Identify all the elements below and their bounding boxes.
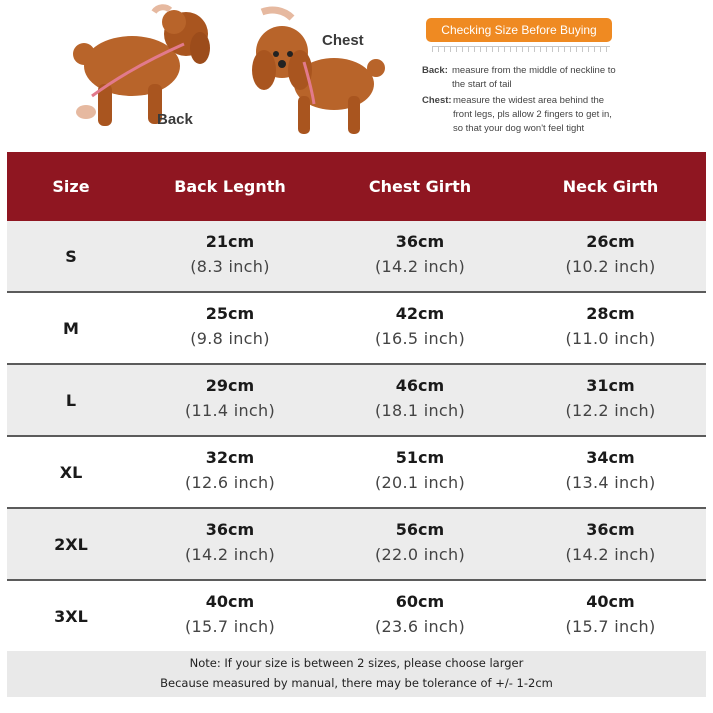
size-cell: L (65, 390, 77, 410)
neck-cm: 26cm (586, 232, 635, 251)
neck-cm: 40cm (586, 592, 635, 611)
back-cell (135, 303, 325, 353)
chest-cm: 51cm (395, 448, 445, 467)
header-back-length: Back Legnth (174, 177, 286, 196)
size-cell: M (63, 318, 79, 338)
size-cell: S (65, 246, 77, 266)
chest-cm: 46cm (395, 376, 445, 395)
note-line-2: Because measured by manual, there may be tolerance of +/- 1-2cm (160, 676, 553, 690)
chest-inch: (18.1 inch) (374, 401, 466, 420)
chest-cell (325, 303, 515, 353)
back-inch: (8.3 inch) (190, 257, 270, 276)
note-line-1: Note: If your size is between 2 sizes, please choose larger (189, 656, 524, 670)
chest-cell (325, 447, 515, 497)
table-note (7, 651, 706, 697)
back-cm: 40cm (205, 592, 255, 611)
neck-cell (515, 591, 706, 641)
table-row (7, 293, 706, 365)
guide-chest-key: Chest: (422, 95, 452, 106)
table-row (7, 437, 706, 509)
measurement-illustration (0, 0, 713, 152)
guide-back-key: Back: (422, 65, 448, 76)
neck-inch: (13.4 inch) (565, 473, 656, 492)
table-header (7, 152, 706, 221)
chest-inch: (14.2 inch) (374, 257, 466, 276)
size-cell: 3XL (54, 606, 88, 626)
chest-cell (325, 231, 515, 281)
back-cm: 25cm (205, 304, 255, 323)
guide-back-text: measure from the middle of neckline to the start of tail (452, 65, 616, 90)
chest-inch: (23.6 inch) (374, 617, 466, 636)
neck-inch: (14.2 inch) (565, 545, 656, 564)
back-label: Back (157, 111, 193, 128)
back-cell (135, 591, 325, 641)
back-cell (135, 375, 325, 425)
back-inch: (12.6 inch) (184, 473, 276, 492)
neck-inch: (10.2 inch) (565, 257, 656, 276)
guide-chest-text: measure the widest area behind the front legs, pls allow 2 fingers to get in, so that your dog won't feel tight (453, 95, 612, 134)
dog-back-photo (62, 4, 222, 144)
guide-back-row (422, 64, 622, 92)
size-cell: XL (59, 462, 83, 482)
size-cell: 2XL (54, 534, 88, 554)
neck-cell (515, 303, 706, 353)
back-cm: 32cm (205, 448, 255, 467)
chest-cell (325, 375, 515, 425)
back-cell (135, 519, 325, 569)
neck-cell (515, 375, 706, 425)
back-inch: (15.7 inch) (184, 617, 276, 636)
back-cell (135, 231, 325, 281)
back-cm: 21cm (205, 232, 255, 251)
neck-cell (515, 231, 706, 281)
back-inch: (14.2 inch) (184, 545, 276, 564)
chest-inch: (16.5 inch) (374, 329, 466, 348)
neck-cell (515, 519, 706, 569)
neck-cm: 31cm (586, 376, 635, 395)
neck-cm: 28cm (586, 304, 635, 323)
table-row (7, 221, 706, 293)
chest-inch: (20.1 inch) (374, 473, 466, 492)
header-size: Size (52, 177, 90, 196)
table-row (7, 509, 706, 581)
neck-inch: (15.7 inch) (565, 617, 656, 636)
header-chest-girth: Chest Girth (368, 177, 472, 196)
ruler-icon (432, 46, 610, 55)
back-cell (135, 447, 325, 497)
back-cm: 36cm (205, 520, 255, 539)
chest-cm: 42cm (395, 304, 445, 323)
guide-title: Checking Size Before Buying (426, 18, 612, 42)
dog-chest-photo (242, 4, 392, 144)
chest-cm: 36cm (395, 232, 445, 251)
chest-cell (325, 591, 515, 641)
size-chart-table (7, 152, 706, 697)
chest-cm: 60cm (395, 592, 445, 611)
chest-inch: (22.0 inch) (374, 545, 466, 564)
neck-cm: 34cm (586, 448, 635, 467)
chest-cm: 56cm (395, 520, 445, 539)
table-row (7, 365, 706, 437)
neck-inch: (11.0 inch) (565, 329, 656, 348)
neck-cm: 36cm (586, 520, 635, 539)
header-neck-girth: Neck Girth (562, 177, 659, 196)
guide-chest-row (422, 94, 623, 136)
neck-inch: (12.2 inch) (565, 401, 656, 420)
chest-cell (325, 519, 515, 569)
table-row (7, 581, 706, 651)
chest-label: Chest (322, 32, 364, 49)
back-inch: (11.4 inch) (184, 401, 276, 420)
back-inch: (9.8 inch) (190, 329, 270, 348)
back-cm: 29cm (205, 376, 255, 395)
neck-cell (515, 447, 706, 497)
